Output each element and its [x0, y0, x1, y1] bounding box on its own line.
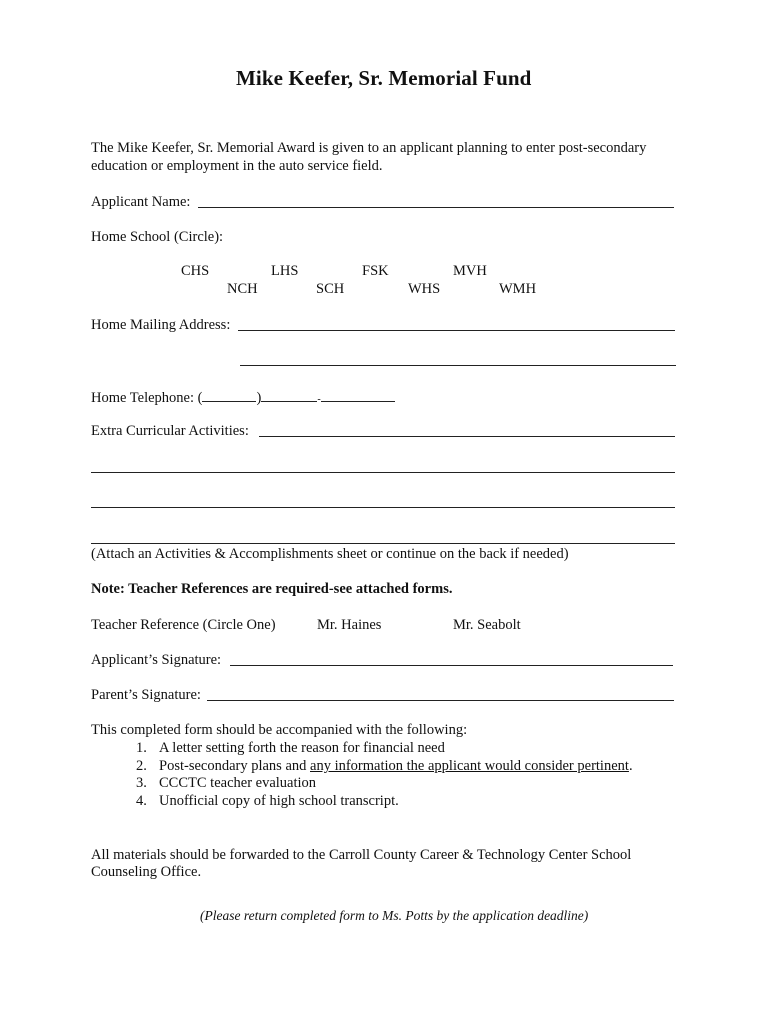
extracurricular-field-3[interactable]	[91, 507, 675, 508]
school-option-fsk[interactable]: FSK	[362, 263, 389, 279]
phone-prefix-field[interactable]	[261, 387, 317, 402]
extracurricular-field-2[interactable]	[91, 472, 675, 473]
teacher-option-seabolt[interactable]: Mr. Seabolt	[453, 617, 521, 633]
requirement-2	[159, 757, 633, 775]
teacher-option-haines[interactable]: Mr. Haines	[317, 617, 382, 633]
forwarding-line-2: Counseling Office.	[91, 864, 202, 880]
parent-signature-label: Parent’s Signature:	[91, 687, 201, 703]
requirement-1-text: A letter setting forth the reason for financial need	[159, 740, 445, 756]
extracurricular-field-1[interactable]	[259, 436, 675, 437]
teacher-reference-note: Note: Teacher References are required-see attached forms.	[91, 581, 453, 597]
school-option-whs[interactable]: WHS	[408, 281, 441, 297]
mailing-address-label: Home Mailing Address:	[91, 317, 231, 333]
footer-note: (Please return completed form to Ms. Potts by the application deadline)	[200, 908, 589, 923]
requirement-3-text: CCCTC teacher evaluation	[159, 775, 317, 791]
telephone-close-paren: )	[256, 390, 262, 406]
school-option-nch[interactable]: NCH	[227, 281, 258, 297]
phone-line-field[interactable]	[321, 387, 395, 402]
intro-line-2: education or employment in the auto service field.	[91, 158, 383, 174]
area-code-field[interactable]	[202, 387, 256, 402]
applicant-signature-label: Applicant’s Signature:	[91, 652, 222, 668]
applicant-name-label: Applicant Name:	[91, 194, 191, 210]
requirement-2-text: Post-secondary plans and	[159, 758, 311, 774]
school-option-wmh[interactable]: WMH	[499, 281, 537, 297]
extracurricular-label: Extra Curricular Activities:	[91, 423, 249, 439]
parent-signature-field[interactable]	[207, 700, 674, 701]
requirement-4-text: Unofficial copy of high school transcript.	[159, 793, 399, 809]
requirement-2-underlined: any information the applicant would consider pertinent	[310, 758, 629, 774]
requirement-1-number: 1.	[136, 740, 147, 756]
requirement-3-number: 3.	[136, 775, 147, 791]
telephone-dash: -	[317, 394, 321, 405]
requirement-2-number: 2.	[136, 758, 147, 774]
requirement-2-tail: .	[628, 758, 633, 774]
school-option-chs[interactable]: CHS	[181, 263, 210, 279]
requirements-heading: This completed form should be accompanied with the following:	[91, 722, 468, 738]
school-option-lhs[interactable]: LHS	[271, 263, 299, 279]
extracurricular-field-4[interactable]	[91, 543, 675, 544]
mailing-address-field-2[interactable]	[240, 365, 676, 366]
intro-line-1: The Mike Keefer, Sr. Memorial Award is given to an applicant planning to enter post-secondary	[91, 140, 647, 156]
applicant-signature-field[interactable]	[230, 665, 673, 666]
forwarding-line-1: All materials should be forwarded to the Carroll County Career & Technology Center School	[91, 847, 632, 863]
attach-note: (Attach an Activities & Accomplishments sheet or continue on the back if needed)	[91, 546, 569, 562]
school-option-mvh[interactable]: MVH	[453, 263, 487, 279]
requirement-4-number: 4.	[136, 793, 147, 809]
mailing-address-field-1[interactable]	[238, 330, 675, 331]
telephone-label	[91, 387, 395, 409]
telephone-label-text: Home Telephone: (	[91, 390, 203, 406]
school-option-sch[interactable]: SCH	[316, 281, 345, 297]
form-title: Mike Keefer, Sr. Memorial Fund	[236, 66, 532, 90]
applicant-name-field[interactable]	[198, 207, 674, 208]
home-school-label: Home School (Circle):	[91, 229, 224, 245]
teacher-reference-label: Teacher Reference (Circle One)	[91, 617, 276, 633]
